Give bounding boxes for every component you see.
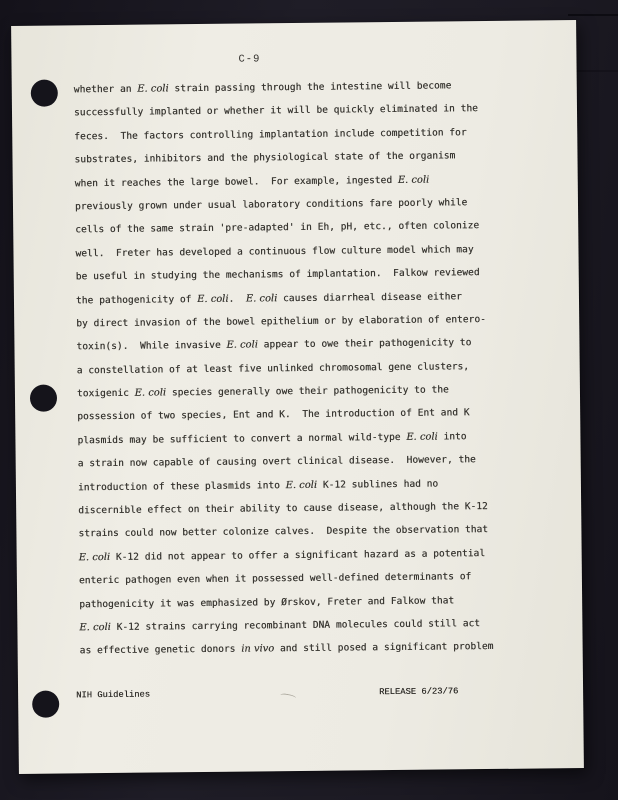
background-crease-mid <box>576 70 618 72</box>
text-line: the pathogenicity of E. coli. E. coli causes diarrheal disease either <box>75 290 462 306</box>
text-line: toxigenic E. coli species generally owe their pathogenicity to the <box>76 384 449 400</box>
text-line: be useful in studying the mechanisms of implantation. Falkow reviewed <box>75 267 480 283</box>
footer-release-date: RELEASE 6/23/76 <box>379 686 459 698</box>
text-line: feces. The factors controlling implantation include competition for <box>74 126 467 143</box>
page-number: C-9 <box>238 53 261 66</box>
text-line: E. coli K-12 strains carrying recombinant DNA molecules could still act <box>79 618 481 634</box>
text-line: enteric pathogen even when it possessed well-defined determinants of <box>78 571 472 587</box>
text-line: well. Freter has developed a continuous flow culture model which may <box>75 243 474 260</box>
text-line: strains could now better colonize calves. Despite the observation that <box>78 524 489 540</box>
footer-doc-title: NIH Guidelines <box>76 689 151 701</box>
text-line: E. coli K-12 did not appear to offer a significant hazard as a potential <box>78 547 486 564</box>
text-line: previously grown under usual laboratory conditions fare poorly while <box>74 197 468 213</box>
text-line: introduction of these plasmids into E. coli K-12 sublines had no <box>77 478 439 493</box>
text-line: by direct invasion of the bowel epithelium or by elaboration of entero- <box>76 313 486 330</box>
document-page <box>11 20 584 774</box>
body-text <box>74 74 494 663</box>
punch-hole-middle <box>30 385 57 412</box>
text-line: successfully implanted or whether it will be quickly eliminated in the <box>73 103 478 119</box>
text-line: pathogenicity it was emphasized by Ørskov, Freter and Falkow that <box>79 594 455 610</box>
text-line: possession of two species, Ent and K. The introduction of Ent and K <box>77 407 470 423</box>
background-crease-top <box>568 14 618 16</box>
text-line: a constellation of at least five unlinked chromosomal gene clusters, <box>76 360 470 376</box>
text-line: substrates, inhibitors and the physiological state of the organism <box>74 150 456 166</box>
text-line: a strain now capable of causing overt clinical disease. However, the <box>77 454 476 470</box>
punch-hole-top <box>31 79 58 106</box>
text-line: when it reaches the large bowel. For example, ingested E. coli <box>74 174 430 189</box>
text-line: whether an E. coli strain passing through the intestine will become <box>73 80 452 96</box>
pencil-mark <box>280 693 297 702</box>
text-line: as effective genetic donors in vivo and still posed a significant problem <box>79 641 494 657</box>
punch-hole-bottom <box>32 691 59 718</box>
text-line: cells of the same strain 'pre-adapted' in Eh, pH, etc., often colonize <box>75 220 480 236</box>
text-line: toxin(s). While invasive E. coli appear to owe their pathogenicity to <box>76 337 472 353</box>
text-line: discernible effect on their ability to cause disease, although the K-12 <box>78 501 488 517</box>
text-line: plasmids may be sufficient to convert a normal wild-type E. coli into <box>77 431 467 447</box>
